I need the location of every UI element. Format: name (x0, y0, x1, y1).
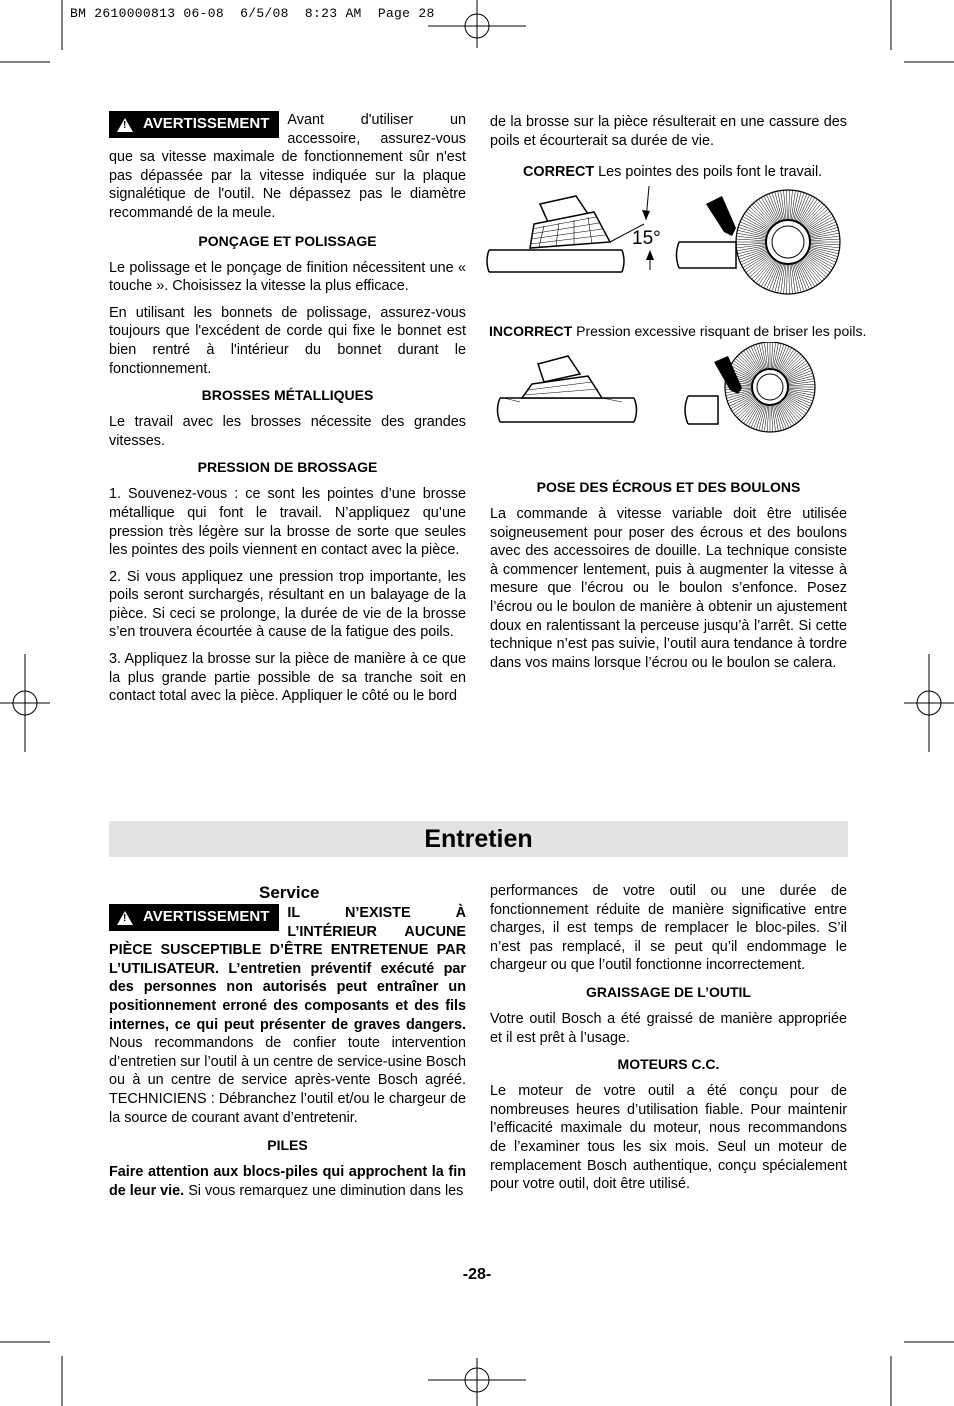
service-warning-bold: IL N’EXISTE À L’INTÉRIEUR AUCUNE PIÈCE SUSCEPTIBLE D’ÊTRE ENTRETENUE PAR L’UTILISATEUR. L’entretien préventif exécuté par des personnes non autorisés peut entraîner un positionnement erroné des composants et des fils internes, ce qui peut présenter de graves dangers. (109, 905, 466, 1033)
left-column-top (109, 111, 466, 714)
correct-brush-diagram (484, 184, 844, 304)
angle-label: 15° (632, 228, 661, 249)
heading-brosses: BROSSES MÉTALLIQUES (201, 387, 374, 404)
caption-incorrect-label: INCORRECT (489, 323, 573, 339)
para-pression-2: 2. Si vous appliquez une pression trop importante, les poils seront surchargés, résultant en un balayage de la pièce. Si ceci se prolonge, la durée de vie de la brosse s’en trouvera écourtée à cause de la fatigue des poils. (109, 568, 466, 641)
para-brush-continued: de la brosse sur la pièce résulterait en une cassure des poils et écourterait sa durée de vie. (490, 114, 847, 149)
warning-text: Avant d'utiliser un accessoire, assurez-vous que sa vitesse maximale de fonctionnement sûr n'est pas dépassée par la vitesse indiquée sur la plaque signalétique de l'outil. Ne dépassez pas le diamètre recommandé de la meule. (109, 112, 466, 221)
para-poncage-1: Le polissage et le ponçage de finition nécessitent une « touche ». Choisissez la vitesse la plus efficace. (109, 259, 466, 295)
para-pression-3: 3. Appliquez la brosse sur la pièce de manière à ce que la plus grande partie possible de sa tranche soit en contact total avec la pièce. Appliquer le côté ou le bord (109, 651, 466, 705)
warning-triangle-icon: ! (117, 911, 133, 925)
piles-bold: Faire attention aux blocs-piles qui approchent la fin de leur vie. (109, 1164, 466, 1199)
incorrect-brush-diagram (492, 342, 852, 442)
print-slug: BM 2610000813 06-08 6/5/08 8:23 AM Page 28 (70, 6, 435, 21)
caption-incorrect (489, 323, 866, 339)
caption-correct-label: CORRECT (523, 164, 595, 180)
piles-text: Si vous remarquez une diminution dans les (188, 1182, 464, 1199)
para-piles-continued: performances de votre outil ou une durée de fonctionnement réduite de manière significative entre charges, il est temps de remplacer le bloc-piles. S’il n’est pas remplacé, il se peut qu’il endommage le chargeur ou que l’outil fonctionne incorrectement. (490, 883, 847, 974)
warning-badge-label: AVERTISSEMENT (143, 115, 270, 133)
page-number: -28- (462, 1266, 492, 1283)
caption-incorrect-text: Pression excessive risquant de briser les poils. (576, 323, 867, 339)
service-warning-badge (109, 904, 279, 931)
caption-correct-text: Les pointes des poils font le travail. (598, 164, 823, 180)
heading-pose: POSE DES ÉCROUS ET DES BOULONS (536, 479, 801, 495)
para-moteurs: Le moteur de votre outil a été conçu pour de nombreuses heures d’utilisation fiable. Pour maintenir l’efficacité maximale du moteur, nous recommandons de l’examiner tous les six mois. Seul un moteur de remplacement Bosch authentique, conçu spécialement pour votre outil, doit être utilisé. (490, 1083, 847, 1193)
para-poncage-2: En utilisant les bonnets de polissage, assurez-vous toujours que l'excédent de corde qui fixe le bonnet est bien rentré à l'intérieur du bonnet durant le fonctionnement. (109, 304, 466, 377)
service-column (109, 904, 466, 1208)
heading-service: Service (259, 883, 320, 902)
para-pose: La commande à vitesse variable doit être utilisée soigneusement pour poser des écrous et des boulons avec des accessoires de douille. La technique consiste à commencer lentement, puis à augmenter la vitesse à mesure que l’écrou ou le boulon s’enfonce. Posez l’écrou ou le boulon de manière à obtenir un ajustement doux en ralentissant la perceuse jusqu’à l’arrêt. Si cette technique n’est pas suivie, l’outil aura tendance à tordre dans vos mains lorsque l’écrou ou le boulon se calera. (490, 506, 847, 671)
heading-piles: PILES (267, 1137, 308, 1154)
caption-correct (523, 164, 822, 180)
warning-triangle-icon: ! (117, 118, 133, 132)
para-brosses: Le travail avec les brosses nécessite des grandes vitesses. (109, 414, 466, 449)
right-column-top-text (490, 113, 847, 158)
heading-graissage: GRAISSAGE DE L’OUTIL (586, 983, 751, 1000)
service-warning-badge-label: AVERTISSEMENT (143, 908, 270, 926)
right-column-pose (490, 478, 847, 680)
para-pression-1: 1. Souvenez-vous : ce sont les pointes d’une brosse métallique qui font le travail. N’appliquez qu’une pression très légère sur la brosse de sorte que seules les pointes des poils viennent en contact avec la pièce. (109, 486, 466, 559)
service-warning-text: Nous recommandons de confier toute intervention d’entretien sur l’outil à un centre de service-usine Bosch ou à un centre de service après-vente Bosch agréé. TECHNICIENS : Débranchez l’outil et/ou le chargeur de la source de courant avant d’entretenir. (109, 1035, 466, 1126)
section-banner-entretien: Entretien (109, 821, 848, 857)
warning-badge (109, 111, 279, 138)
heading-poncage: PONÇAGE ET POLISSAGE (198, 232, 377, 249)
para-graissage: Votre outil Bosch a été graissé de manière appropriée et il est prêt à l’usage. (490, 1010, 847, 1046)
heading-moteurs: MOTEURS C.C. (617, 1056, 720, 1073)
heading-pression: PRESSION DE BROSSAGE (197, 459, 378, 476)
maintenance-right-column (490, 882, 847, 1202)
